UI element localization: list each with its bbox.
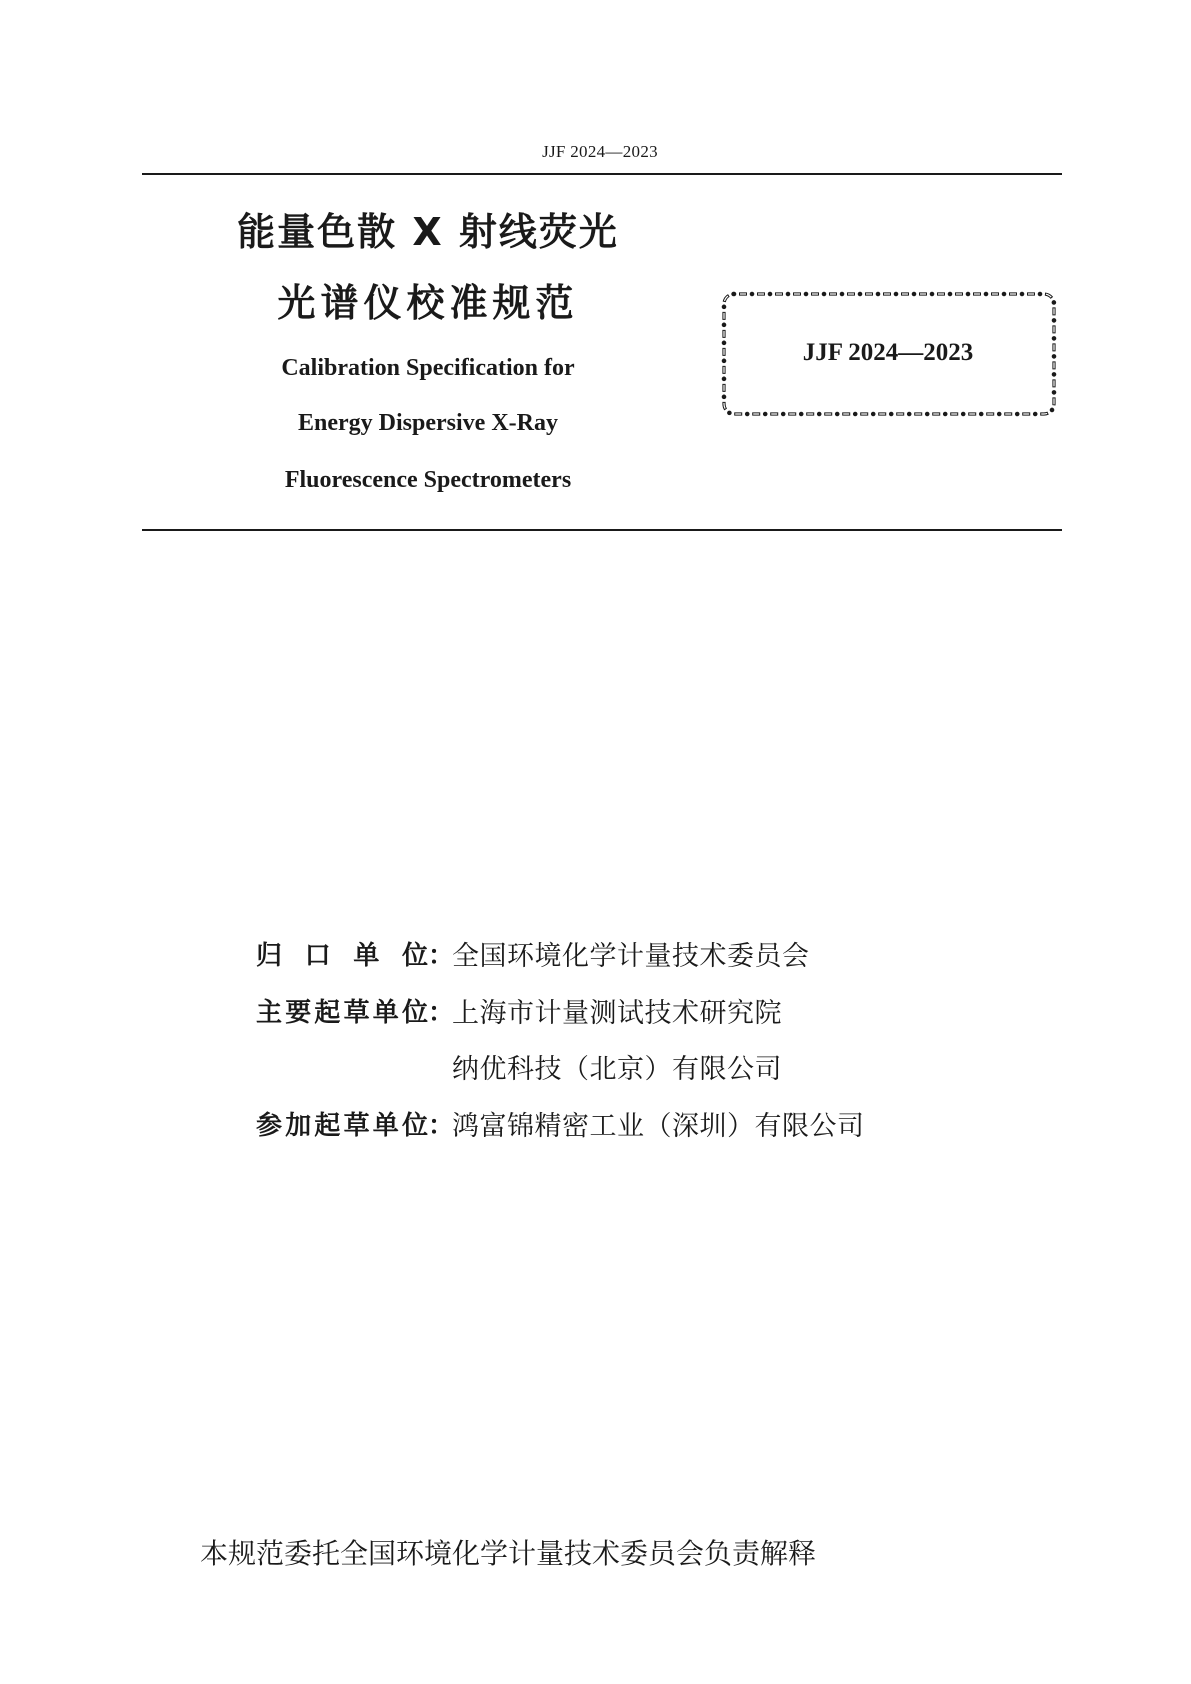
title-zh-line-1: 能量色散 X 射线荧光 (237, 210, 619, 254)
title-zh-line-2: 光谱仪校准规范 (277, 281, 579, 325)
unit-separator: ： (428, 941, 455, 971)
unit-row-participating-drafter (256, 1109, 865, 1143)
interpretation-note: 本规范委托全国环境化学计量技术委员会负责解释 (200, 1539, 817, 1570)
title-en-line-2: Energy Dispersive X-Ray (298, 410, 558, 436)
running-header-code: JJF 2024—2023 (542, 142, 658, 161)
unit-value: 全国环境化学计量技术委员会 (452, 941, 810, 971)
unit-row-responsible (256, 939, 810, 973)
unit-separator: ： (428, 1111, 455, 1141)
bottom-rule (142, 529, 1062, 531)
unit-value: 鸿富锦精密工业（深圳）有限公司 (452, 1111, 865, 1141)
code-box-label: JJF 2024—2023 (802, 339, 974, 366)
unit-label: 归 口 单 位 (256, 941, 428, 971)
title-en-line-1: Calibration Specification for (281, 355, 575, 381)
title-en-line-3: Fluorescence Spectrometers (284, 467, 572, 493)
unit-label: 主要起草单位 (256, 998, 428, 1028)
unit-value: 纳优科技（北京）有限公司 (452, 1054, 782, 1084)
unit-row-main-drafter-continued (256, 1052, 782, 1086)
unit-separator: ： (428, 998, 455, 1028)
unit-label: 参加起草单位 (256, 1111, 428, 1141)
unit-row-main-drafter (256, 996, 782, 1030)
top-rule (142, 173, 1062, 175)
unit-value: 上海市计量测试技术研究院 (452, 998, 782, 1028)
